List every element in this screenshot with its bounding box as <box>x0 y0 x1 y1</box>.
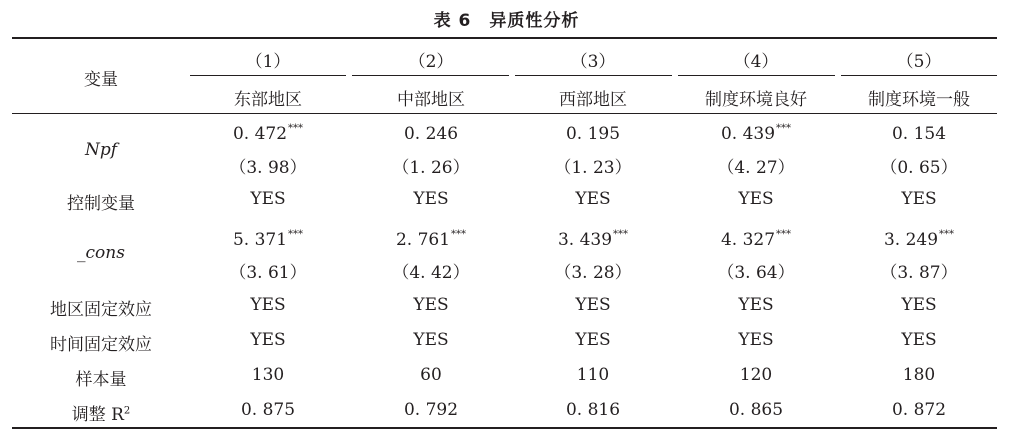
significance-stars: *** <box>288 123 304 134</box>
column-2-rule <box>352 75 509 76</box>
tstat-npf-4: （4. 27） <box>717 158 795 178</box>
significance-stars: *** <box>776 229 792 240</box>
coef-npf-5 <box>841 124 997 144</box>
column-4-rule <box>678 75 835 76</box>
coef-value: 3. 439 <box>557 230 613 250</box>
cell-controls-2: YES <box>413 189 449 209</box>
coef-value: 0. 154 <box>891 124 947 144</box>
cell-n-4: 120 <box>739 365 773 385</box>
cell-controls-1: YES <box>250 189 286 209</box>
cell-r2-5: 0. 872 <box>891 400 947 420</box>
cell-time_fe-4: YES <box>738 330 774 350</box>
coef-value: 3. 249 <box>883 230 939 250</box>
column-number-4: （4） <box>733 52 779 72</box>
coef-value: 0. 439 <box>720 124 776 144</box>
tstat-cons-4: （3. 64） <box>717 263 795 283</box>
tstat-cons-1: （3. 61） <box>229 263 307 283</box>
column-number-2: （2） <box>408 52 454 72</box>
bottom-rule <box>12 427 997 429</box>
cell-controls-4: YES <box>738 189 774 209</box>
cell-r2-1: 0. 875 <box>240 400 296 420</box>
header-rule <box>12 113 997 114</box>
coef-value: 0. 246 <box>403 124 459 144</box>
coef-cons-5 <box>841 230 997 250</box>
top-rule <box>12 37 997 39</box>
tstat-cons-3: （3. 28） <box>554 263 632 283</box>
row-label-controls: 控制变量 <box>67 194 135 214</box>
cell-n-5: 180 <box>902 365 936 385</box>
column-1-rule <box>190 75 346 76</box>
column-3-rule <box>515 75 672 76</box>
cell-n-1: 130 <box>251 365 285 385</box>
coef-cons-3 <box>515 230 671 250</box>
cell-r2-4: 0. 865 <box>728 400 784 420</box>
variable-header: 变量 <box>84 70 118 90</box>
column-label-3: 西部地区 <box>559 90 627 110</box>
coef-cons-2 <box>353 230 509 250</box>
significance-stars: *** <box>776 123 792 134</box>
cell-region_fe-5: YES <box>901 295 937 315</box>
coef-value: 2. 761 <box>395 230 451 250</box>
coef-cons-1 <box>190 230 346 250</box>
coef-cons-4 <box>678 230 834 250</box>
cell-region_fe-3: YES <box>575 295 611 315</box>
cell-time_fe-1: YES <box>250 330 286 350</box>
column-label-2: 中部地区 <box>397 90 465 110</box>
cell-region_fe-2: YES <box>413 295 449 315</box>
cell-r2-3: 0. 816 <box>565 400 621 420</box>
column-5-rule <box>841 75 997 76</box>
tstat-npf-1: （3. 98） <box>229 158 307 178</box>
cell-n-3: 110 <box>576 365 610 385</box>
cell-time_fe-3: YES <box>575 330 611 350</box>
column-label-4: 制度环境良好 <box>705 90 807 110</box>
column-label-5: 制度环境一般 <box>868 90 970 110</box>
cell-region_fe-1: YES <box>250 295 286 315</box>
cell-time_fe-5: YES <box>901 330 937 350</box>
cell-controls-5: YES <box>901 189 937 209</box>
row-label-n: 样本量 <box>75 370 127 390</box>
table-title: 表 6 异质性分析 <box>433 11 580 31</box>
coef-value: 5. 371 <box>232 230 288 250</box>
row-label-r2: 调整 $R^2$ <box>71 405 131 425</box>
row-label-region_fe: 地区固定效应 <box>50 300 152 320</box>
column-label-1: 东部地区 <box>234 90 302 110</box>
coef-value: 0. 472 <box>232 124 288 144</box>
cell-region_fe-4: YES <box>738 295 774 315</box>
cell-r2-2: 0. 792 <box>403 400 459 420</box>
significance-stars: *** <box>613 229 629 240</box>
significance-stars: *** <box>288 229 304 240</box>
cell-controls-3: YES <box>575 189 611 209</box>
superscript: 2 <box>123 405 131 417</box>
coef-value: 0. 195 <box>565 124 621 144</box>
column-number-3: （3） <box>570 52 616 72</box>
significance-stars: *** <box>451 229 467 240</box>
column-number-1: （1） <box>245 52 291 72</box>
significance-stars: *** <box>939 229 955 240</box>
tstat-cons-2: （4. 42） <box>392 263 470 283</box>
coef-npf-1 <box>190 124 346 144</box>
tstat-cons-5: （3. 87） <box>880 263 958 283</box>
coef-npf-4 <box>678 124 834 144</box>
coef-npf-3 <box>515 124 671 144</box>
coef-npf-2 <box>353 124 509 144</box>
tstat-npf-3: （1. 23） <box>554 158 632 178</box>
cell-n-2: 60 <box>420 365 442 385</box>
column-number-5: （5） <box>896 52 942 72</box>
tstat-npf-2: （1. 26） <box>392 158 470 178</box>
tstat-npf-5: （0. 65） <box>880 158 958 178</box>
row-label-cons: _cons <box>77 243 125 263</box>
row-label-time_fe: 时间固定效应 <box>50 335 152 355</box>
cell-time_fe-2: YES <box>413 330 449 350</box>
row-label-npf: Npf <box>84 140 118 160</box>
coef-value: 4. 327 <box>720 230 776 250</box>
